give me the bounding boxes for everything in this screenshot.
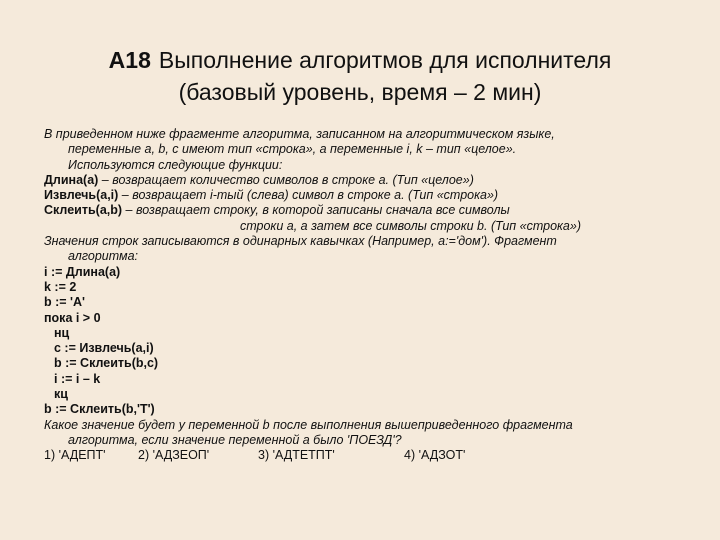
strings-note-1: Значения строк записываются в одинарных кавычках (Например, a:='дом'). Фрагмент [44, 234, 557, 249]
intro-line-1: В приведенном ниже фрагменте алгоритма, записанном на алгоритмическом языке, [44, 127, 555, 141]
question-line-1: Какое значение будет у переменной b после выполнения вышеприведенного фрагмента [44, 417, 573, 432]
task-number: А18 [108, 47, 151, 73]
code-line: нц [54, 325, 70, 340]
answer-option-1: 1) 'АДЕПТ' [44, 448, 106, 463]
function-concat-desc-2: строки a, а затем все символы строки b. (Тип «строка») [240, 218, 581, 233]
function-extract [44, 188, 694, 203]
answer-option-3: 3) 'АДТЕТПТ' [258, 448, 335, 463]
function-extract-name: Извлечь(a,i) [44, 188, 119, 203]
code-line: c := Извлечь(a,i) [54, 341, 154, 356]
answer-option-2: 2) 'АДЗЕОП' [138, 448, 210, 463]
answer-options [44, 448, 694, 463]
function-extract-desc: – возвращает i-тый (слева) символ в строке a. (Тип «строка») [118, 188, 499, 203]
task-body [44, 127, 694, 464]
code-line: k := 2 [44, 279, 77, 294]
intro-line-2: переменные a, b, c имеют тип «строка», а переменные i, k – тип «целое». [68, 142, 517, 157]
code-line: i := i – k [54, 371, 101, 386]
title-line-1 [0, 44, 720, 76]
function-concat-name: Склеить(a,b) [44, 203, 123, 218]
function-length-desc: – возвращает количество символов в строке a. (Тип «целое») [98, 172, 474, 187]
answer-option-4: 4) 'АДЗОТ' [404, 448, 466, 463]
code-line: b := 'A' [44, 295, 86, 310]
code-line: b := Склеить(b,'Т') [44, 402, 155, 417]
question-line-2: алгоритма, если значение переменной a было 'ПОЕЗД'? [68, 432, 402, 447]
intro-line-3: Используются следующие функции: [68, 157, 283, 172]
function-concat-desc: – возвращает строку, в которой записаны сначала все символы [122, 203, 510, 218]
code-line: b := Склеить(b,c) [54, 356, 159, 371]
function-length-name: Длина(a) [44, 172, 99, 187]
strings-note-2: алгоритма: [68, 249, 139, 264]
task-title [0, 44, 720, 108]
code-line: пока i > 0 [44, 310, 101, 325]
title-text: Выполнение алгоритмов для исполнителя [158, 47, 612, 73]
function-concat [44, 203, 694, 218]
title-line-2: (базовый уровень, время – 2 мин) [178, 79, 542, 105]
function-length [44, 173, 694, 188]
code-line: кц [54, 387, 68, 402]
code-line: i := Длина(a) [44, 264, 121, 279]
